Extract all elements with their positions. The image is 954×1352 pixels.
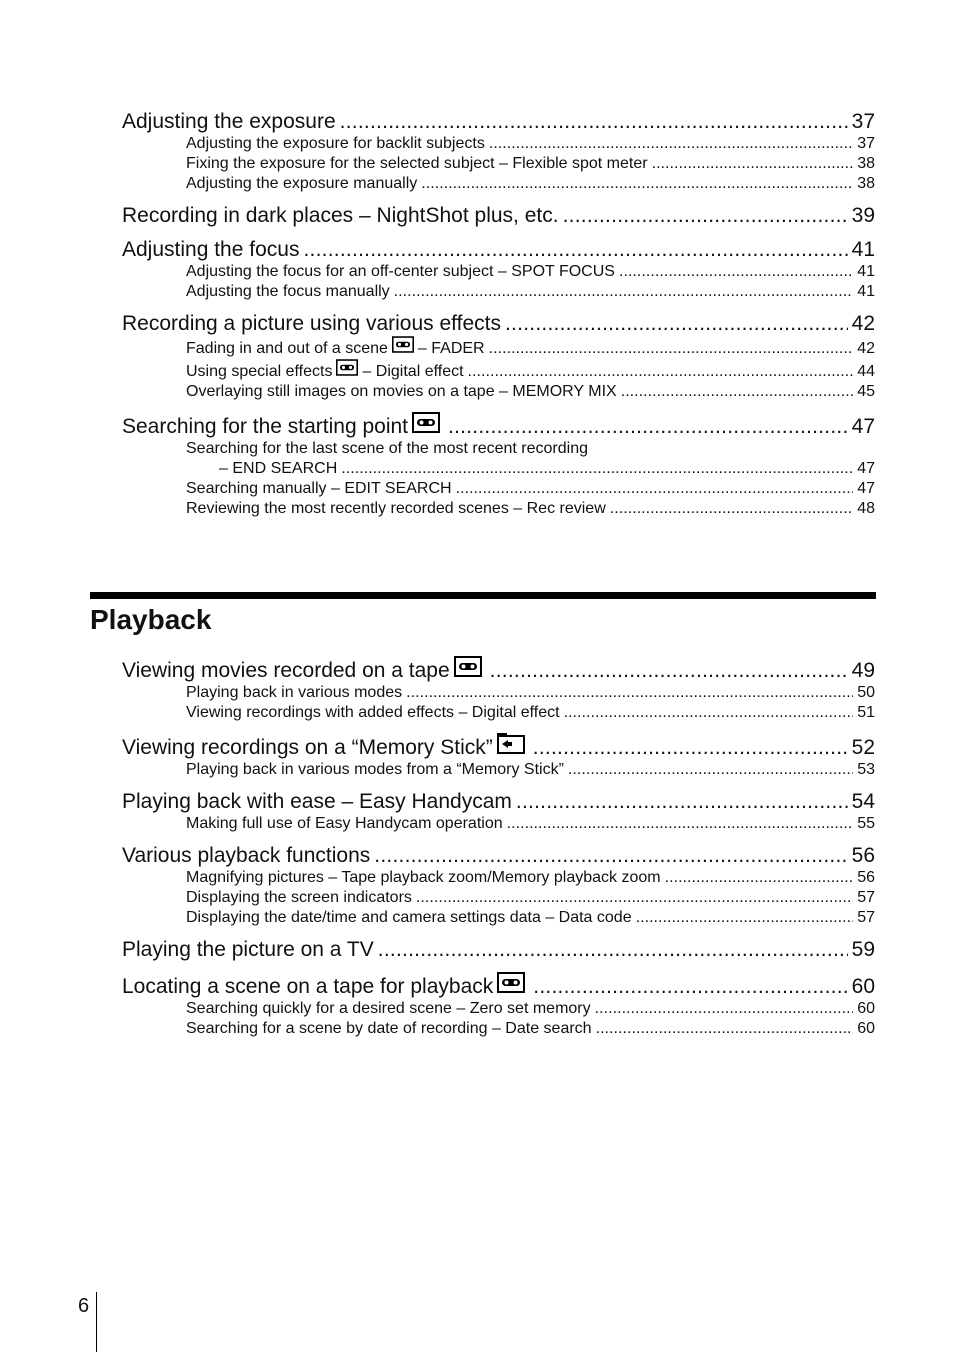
toc-subentry-title: Magnifying pictures – Tape playback zoom/Memory playback zoom	[186, 869, 661, 886]
toc-subentry[interactable]	[186, 154, 875, 174]
toc-entry[interactable]	[122, 656, 875, 683]
leader-dots	[533, 975, 847, 999]
toc-subentry[interactable]	[186, 359, 875, 382]
toc-subentry-page: 38	[857, 155, 875, 172]
tape-icon	[336, 359, 358, 382]
toc-subentry[interactable]	[186, 499, 875, 519]
toc-subentry-page: 47	[857, 480, 875, 497]
toc-subentry-page: 48	[857, 500, 875, 517]
toc-subentry-page: 57	[857, 909, 875, 926]
toc-entry-page: 37	[851, 110, 875, 133]
toc-subentry[interactable]	[186, 888, 875, 908]
toc-subentry[interactable]	[186, 282, 875, 302]
toc-subentry-title: Adjusting the focus for an off-center subject – SPOT FOCUS	[186, 263, 615, 280]
toc-subentry-title: Playing back in various modes	[186, 684, 403, 701]
tape-icon	[392, 336, 414, 359]
toc-subentry[interactable]	[186, 868, 875, 888]
toc-subentry-title: Searching for the last scene of the most recent recording	[186, 440, 588, 457]
toc-subentry-title: Displaying the screen indicators	[186, 889, 412, 906]
toc-entry[interactable]	[122, 110, 875, 134]
toc-subentry-page: 45	[857, 383, 875, 400]
toc-subentry-title: Viewing recordings with added effects – Digital effect	[186, 704, 560, 721]
toc-subentry-page: 41	[857, 263, 875, 280]
leader-dots	[665, 868, 854, 888]
toc-subentry-page: 56	[857, 869, 875, 886]
toc-subentry-title: Reviewing the most recently recorded scenes – Rec review	[186, 500, 606, 517]
leader-dots	[564, 703, 854, 723]
toc-subentry-page: 47	[857, 460, 875, 477]
toc-entry-title: Recording in dark places – NightShot plus, etc.	[122, 204, 559, 227]
toc-subentry-page: 41	[857, 283, 875, 300]
page-margin-rule	[96, 1292, 97, 1352]
toc-playback	[122, 656, 875, 1039]
toc-subentry-title: – END SEARCH	[219, 460, 338, 477]
leader-dots	[340, 110, 848, 134]
toc-subentry[interactable]	[186, 439, 875, 459]
leader-dots	[568, 760, 853, 780]
toc-entry[interactable]	[122, 733, 875, 760]
toc-subentry-title: Fixing the exposure for the selected subject – Flexible spot meter	[186, 155, 648, 172]
toc-entry-page: 59	[851, 938, 875, 961]
toc-subentry[interactable]	[186, 683, 875, 703]
tape-icon	[497, 972, 525, 999]
leader-dots	[416, 888, 853, 908]
leader-dots	[489, 134, 853, 154]
toc-subentry-title: Searching for a scene by date of recording – Date search	[186, 1020, 592, 1037]
toc-entry-page: 56	[851, 844, 875, 867]
toc-subentry-title: Using special effects	[186, 363, 333, 380]
memory-stick-icon	[497, 733, 525, 760]
toc-subentry-page: 37	[857, 135, 875, 152]
leader-dots	[456, 479, 854, 499]
leader-dots	[489, 339, 854, 359]
toc-subentry-title: Searching manually – EDIT SEARCH	[186, 480, 452, 497]
leader-dots	[448, 415, 848, 439]
leader-dots	[394, 282, 854, 302]
toc-subentry-title: Displaying the date/time and camera settings data – Data code	[186, 909, 632, 926]
toc-subentry-page: 57	[857, 889, 875, 906]
toc-entry-title: Adjusting the exposure	[122, 110, 336, 133]
toc-subentry-title: Adjusting the exposure manually	[186, 175, 418, 192]
section-divider	[90, 592, 876, 599]
leader-dots	[468, 362, 854, 382]
leader-dots	[378, 938, 848, 962]
toc-entry-page: 42	[851, 312, 875, 335]
toc-entry-page: 49	[851, 659, 875, 682]
leader-dots	[303, 238, 847, 262]
leader-dots	[610, 499, 853, 519]
toc-entry-title: Searching for the starting point	[122, 415, 409, 438]
leader-dots	[406, 683, 853, 703]
section-title: Playback	[90, 604, 212, 635]
toc-subentry-title: Fading in and out of a scene	[186, 340, 388, 357]
toc-subentry-page: 51	[857, 704, 875, 721]
toc-subentry-title: Overlaying still images on movies on a tape – MEMORY MIX	[186, 383, 617, 400]
toc-entry[interactable]	[122, 412, 875, 439]
tape-icon	[454, 656, 482, 683]
toc-entry[interactable]	[122, 844, 875, 868]
toc-subentry-page: 60	[857, 1020, 875, 1037]
toc-entry-page: 60	[851, 975, 875, 998]
toc-subentry[interactable]	[186, 336, 875, 359]
toc-subentry-title: Searching quickly for a desired scene – Zero set memory	[186, 1000, 591, 1017]
toc-entry-title: Viewing recordings on a “Memory Stick”	[122, 736, 493, 759]
leader-dots	[652, 154, 854, 174]
leader-dots	[421, 174, 853, 194]
toc-subentry-page: 60	[857, 1000, 875, 1017]
toc-subentry[interactable]	[186, 262, 875, 282]
toc-subentry-title: Adjusting the focus manually	[186, 283, 390, 300]
leader-dots	[533, 736, 848, 760]
toc-subentry-page: 53	[857, 761, 875, 778]
page-number: 6	[78, 1295, 90, 1317]
toc-entry[interactable]	[122, 938, 875, 962]
leader-dots	[341, 459, 853, 479]
toc-entry-page: 41	[851, 238, 875, 261]
leader-dots	[563, 204, 848, 228]
leader-dots	[621, 382, 854, 402]
leader-dots	[636, 908, 854, 928]
leader-dots	[505, 312, 848, 336]
toc-subentry-title-suffix: – Digital effect	[362, 363, 464, 380]
toc-subentry[interactable]	[186, 479, 875, 499]
toc-subentry-page: 44	[857, 363, 875, 380]
toc-subentry[interactable]	[186, 1019, 875, 1039]
toc-subentry-title: Playing back in various modes from a “Memory Stick”	[186, 761, 564, 778]
toc-entry[interactable]	[122, 204, 875, 228]
leader-dots	[507, 814, 854, 834]
toc-subentry-page: 50	[857, 684, 875, 701]
leader-dots	[619, 262, 853, 282]
tape-icon	[412, 412, 440, 439]
leader-dots	[595, 999, 854, 1019]
toc-entry[interactable]	[122, 238, 875, 262]
toc-entry-title: Recording a picture using various effects	[122, 312, 501, 335]
toc-subentry-title-suffix: – FADER	[417, 340, 485, 357]
toc-entry[interactable]	[122, 972, 875, 999]
toc-subentry[interactable]	[186, 174, 875, 194]
toc-recording	[122, 110, 875, 519]
toc-subentry[interactable]	[186, 814, 875, 834]
toc-subentry-title: Making full use of Easy Handycam operation	[186, 815, 503, 832]
toc-entry-title: Adjusting the focus	[122, 238, 300, 261]
toc-entry-page: 52	[851, 736, 875, 759]
leader-dots	[490, 659, 848, 683]
toc-entry-title: Playing the picture on a TV	[122, 938, 374, 961]
toc-subentry-page: 55	[857, 815, 875, 832]
toc-subentry[interactable]	[219, 459, 875, 479]
toc-entry-title: Locating a scene on a tape for playback	[122, 975, 494, 998]
toc-subentry[interactable]	[186, 908, 875, 928]
toc-subentry[interactable]	[186, 703, 875, 723]
toc-subentry[interactable]	[186, 382, 875, 402]
leader-dots	[516, 790, 848, 814]
toc-entry-title: Playing back with ease – Easy Handycam	[122, 790, 512, 813]
leader-dots	[374, 844, 847, 868]
leader-dots	[596, 1019, 854, 1039]
toc-entry[interactable]	[122, 790, 875, 814]
toc-subentry[interactable]	[186, 999, 875, 1019]
toc-entry[interactable]	[122, 312, 875, 336]
toc-entry-page: 47	[851, 415, 875, 438]
toc-subentry[interactable]	[186, 760, 875, 780]
toc-subentry-title: Adjusting the exposure for backlit subjects	[186, 135, 485, 152]
toc-subentry-page: 42	[857, 340, 875, 357]
toc-subentry[interactable]	[186, 134, 875, 154]
toc-entry-page: 39	[851, 204, 875, 227]
toc-entry-title: Viewing movies recorded on a tape	[122, 659, 450, 682]
toc-entry-page: 54	[851, 790, 875, 813]
toc-entry-title: Various playback functions	[122, 844, 371, 867]
toc-subentry-page: 38	[857, 175, 875, 192]
